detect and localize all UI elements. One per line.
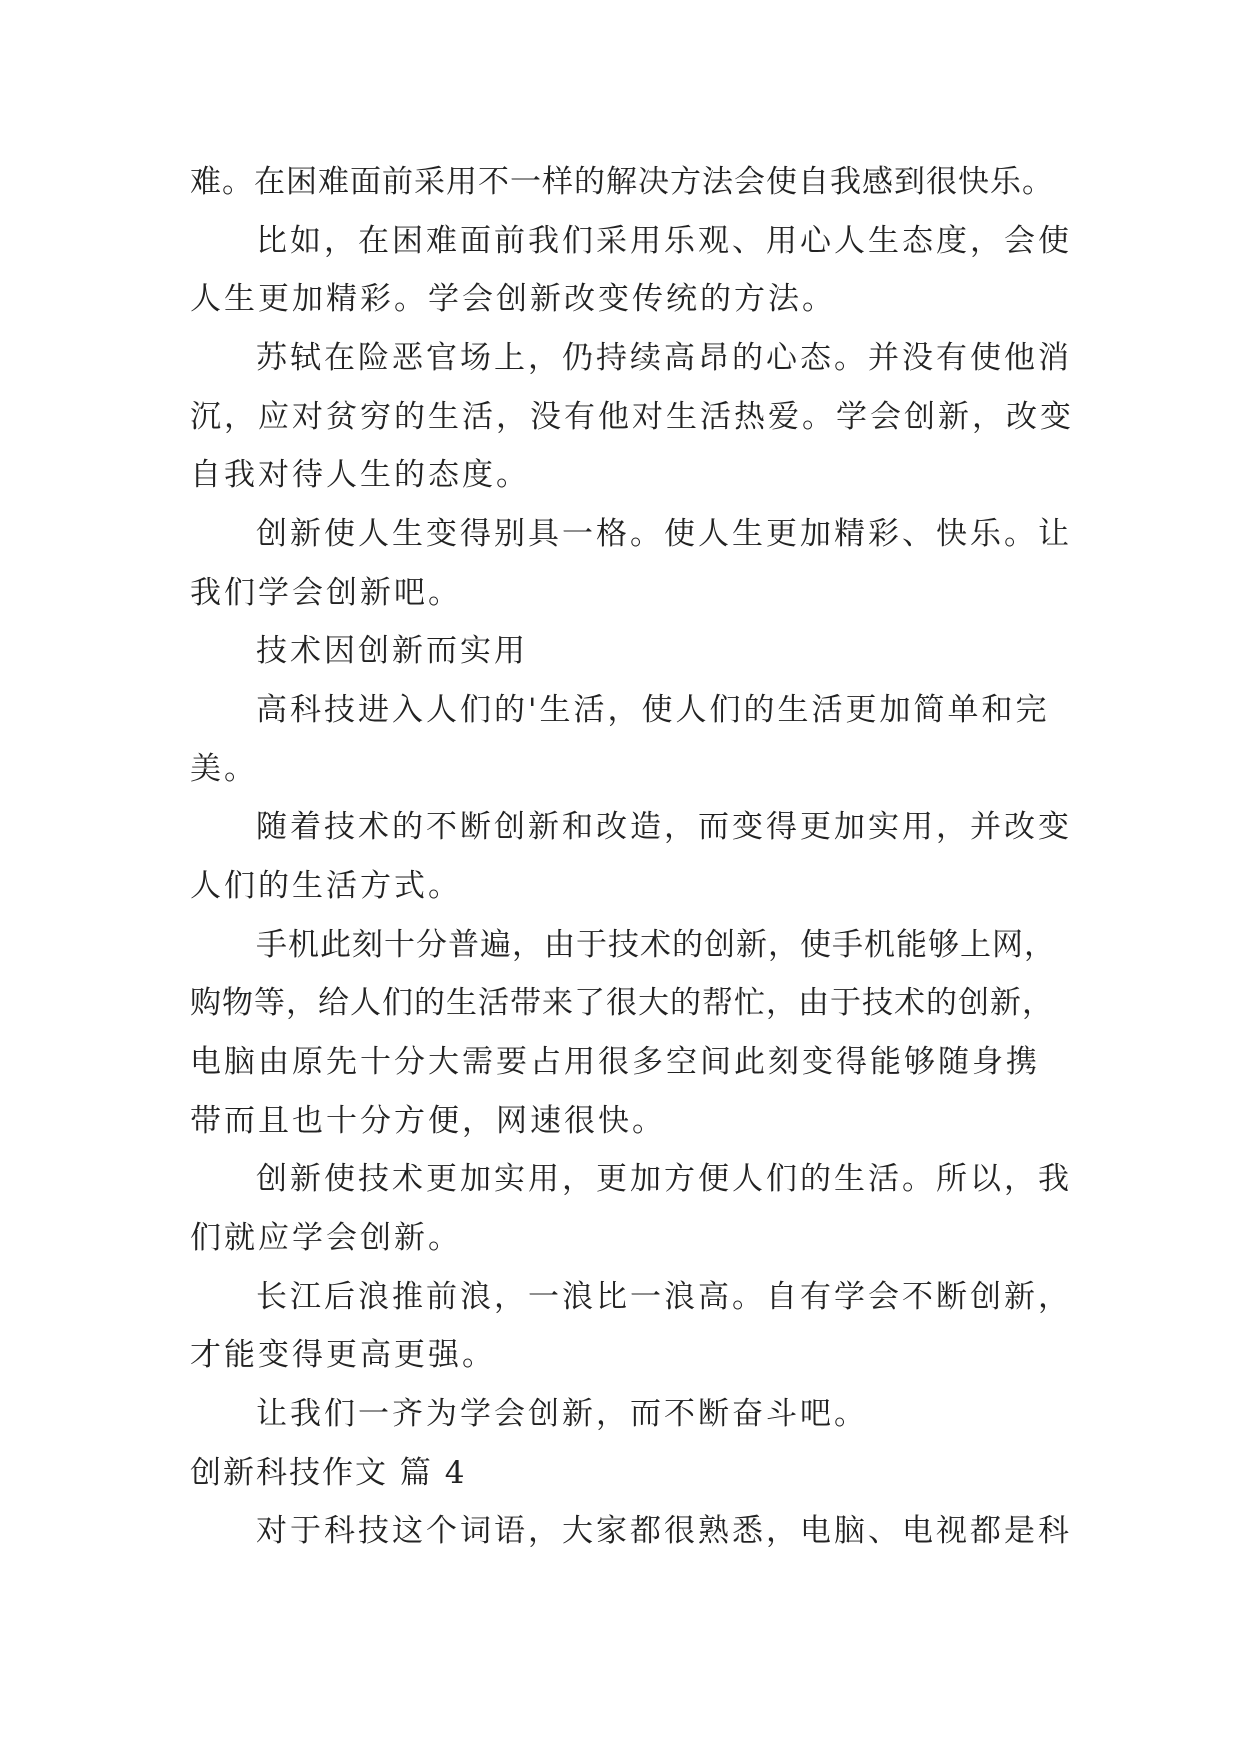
essay-heading: 创新科技作文 篇 4 <box>190 1455 467 1491</box>
text-line-16: 电脑由原先十分大需要占用很多空间此刻变得能够随身携 <box>190 1044 1040 1080</box>
text-line-17: 带而且也十分方便，网速很快。 <box>190 1103 666 1139</box>
text-line-4: 苏轼在险恶官场上，仍持续高昂的心态。并没有使他消 <box>256 340 1072 376</box>
text-line-7: 创新使人生变得别具一格。使人生更加精彩、快乐。让 <box>256 516 1072 552</box>
text-line-8: 我们学会创新吧。 <box>190 575 462 611</box>
section-subtitle: 技术因创新而实用 <box>256 633 528 669</box>
text-line-11: 美。 <box>190 751 258 787</box>
text-line-21: 才能变得更高更强。 <box>190 1337 496 1373</box>
text-line-15: 购物等，给人们的生活带来了很大的帮忙，由于技术的创新， <box>190 985 1054 1021</box>
text-line-13: 人们的生活方式。 <box>190 868 462 904</box>
text-line-5: 沉，应对贫穷的生活，没有他对生活热爱。学会创新，改变 <box>190 399 1074 435</box>
text-line-14: 手机此刻十分普遍，由于技术的创新，使手机能够上网， <box>256 927 1056 963</box>
text-line-10: 高科技进入人们的'生活，使人们的生活更加简单和完 <box>256 692 1050 728</box>
text-line-2: 比如，在困难面前我们采用乐观、用心人生态度，会使 <box>256 223 1072 259</box>
text-line-22: 让我们一齐为学会创新，而不断奋斗吧。 <box>256 1396 868 1432</box>
text-line-12: 随着技术的不断创新和改造，而变得更加实用，并改变 <box>256 809 1072 845</box>
text-line-6: 自我对待人生的态度。 <box>190 457 530 493</box>
text-line-19: 们就应学会创新。 <box>190 1220 462 1256</box>
text-line-1: 难。在困难面前采用不一样的解决方法会使自我感到很快乐。 <box>190 164 1054 200</box>
text-line-24: 对于科技这个词语，大家都很熟悉，电脑、电视都是科 <box>256 1513 1072 1549</box>
text-line-18: 创新使技术更加实用，更加方便人们的生活。所以，我 <box>256 1161 1072 1197</box>
text-line-3: 人生更加精彩。学会创新改变传统的方法。 <box>190 281 836 317</box>
text-line-20: 长江后浪推前浪，一浪比一浪高。自有学会不断创新， <box>256 1279 1072 1315</box>
